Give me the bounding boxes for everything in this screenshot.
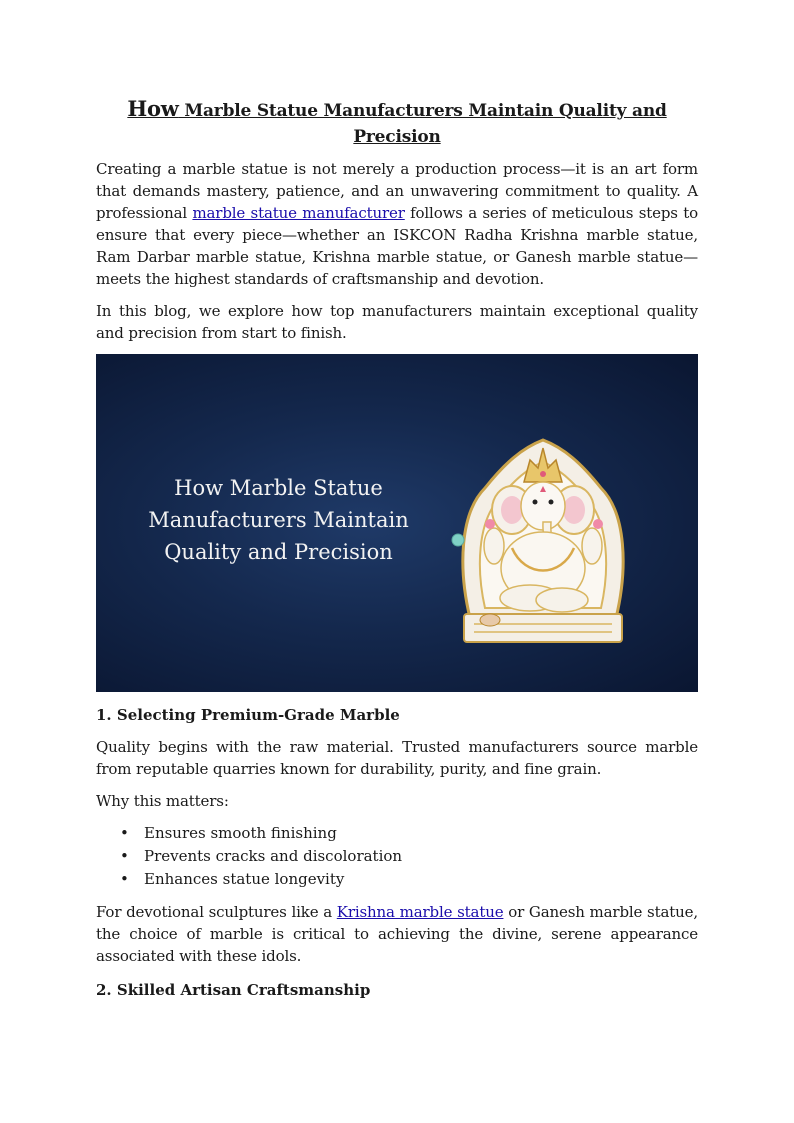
page-title	[96, 96, 698, 150]
list-item: • Prevents cracks and discoloration	[96, 845, 698, 868]
section-1-text-start: For devotional sculptures like a	[96, 903, 337, 921]
document-page	[96, 96, 698, 1011]
banner-title-line: How Marble Statue	[174, 476, 383, 500]
section-1-heading: 1. Selecting Premium-Grade Marble	[96, 706, 400, 724]
banner-title-line: Manufacturers Maintain	[148, 508, 409, 532]
section-2-heading: 2. Skilled Artisan Craftsmanship	[96, 981, 371, 999]
ganesh-statue-image	[450, 418, 636, 654]
list-item: • Enhances statue longevity	[96, 868, 698, 891]
intro-text-start: Creating a marble statue is not merely a production process—it is an art form that demands mastery, patience, and an unwavering commitment to quality. A professional	[96, 160, 698, 222]
intro-paragraph-2: In this blog, we explore how top manufacturers maintain exceptional quality and precision from start to finish.	[96, 302, 698, 342]
title-rest: Marble Statue Manufacturers Maintain Quality and Precision	[178, 101, 667, 147]
intro-text-end: follows a series of meticulous steps to ensure that every piece—whether an ISKCON Radha Krishna marble statue, Ram Darbar marble statue, Krishna marble statue, or Ganesh marble statue—meets the highest standards of craftsmanship and devotion.	[96, 204, 698, 288]
title-prefix: How	[127, 96, 179, 121]
section-1-paragraph-2	[96, 901, 698, 967]
marble-statue-manufacturer-link[interactable]: marble statue manufacturer	[192, 204, 405, 222]
benefits-list	[96, 822, 698, 891]
krishna-marble-statue-link[interactable]: Krishna marble statue	[336, 903, 504, 921]
section-1-text-end: or Ganesh marble statue, the choice of marble is critical to achieving the divine, serene appearance associated with these idols.	[96, 903, 698, 965]
banner-title-line: Quality and Precision	[164, 540, 393, 564]
intro-paragraph	[96, 158, 698, 290]
list-item: • Ensures smooth finishing	[96, 822, 698, 845]
hero-banner	[96, 354, 698, 692]
why-this-matters: Why this matters:	[96, 792, 229, 810]
section-1-paragraph: Quality begins with the raw material. Trusted manufacturers source marble from reputable quarries known for durability, purity, and fine grain.	[96, 738, 698, 778]
banner-title	[136, 472, 421, 568]
